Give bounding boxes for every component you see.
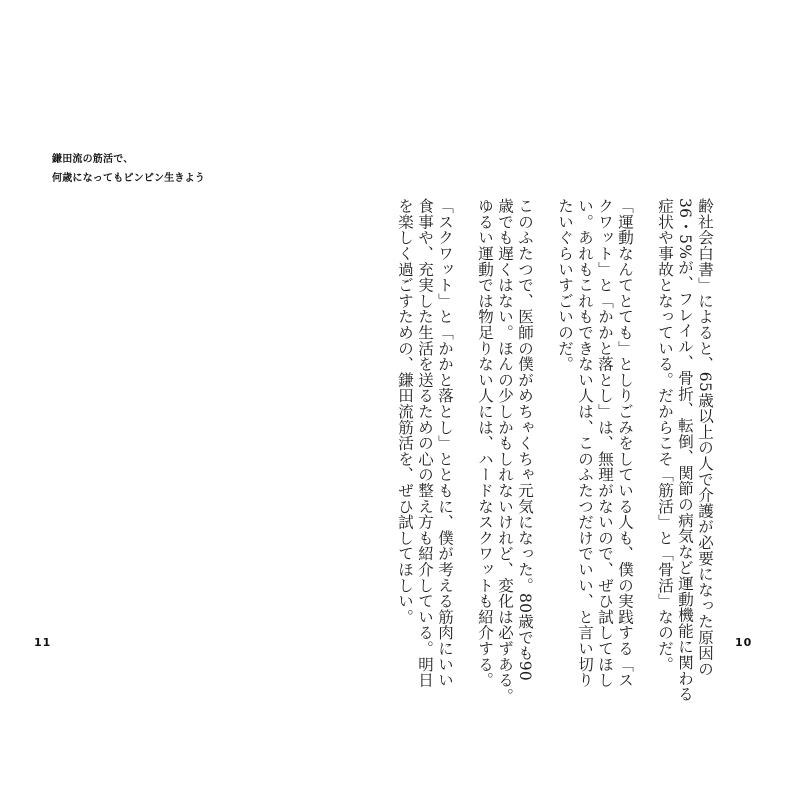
text-column: い。あれもこれもできない人は、このふたつだけでいい、と言い切り — [576, 198, 594, 688]
running-head-line-1: 鎌田流の筋活で、 — [52, 154, 134, 165]
text-column: 「運動なんてとても」としりごみをしている人も、僕の実践する「ス — [616, 198, 634, 688]
text-column: ゆるい運動では物足りない人には、ハードなスクワットも紹介する。 — [476, 198, 494, 688]
text-column: 36・5%が、フレイル、骨折、転倒、関節の病気など運動機能に関わる — [676, 198, 694, 702]
text-column: 「スクワット」と「かかと落とし」とともに、僕が考える筋肉にいい — [436, 198, 454, 688]
vertical-body-text — [395, 198, 715, 704]
text-column: を楽しく過ごすための、鎌田流筋活を、ぜひ試してほしい。 — [396, 198, 414, 625]
page-number-left: 11 — [34, 636, 52, 649]
paragraph-gap — [535, 198, 555, 618]
paragraph-gap — [455, 198, 475, 618]
text-column: クワット」と「かかと落とし」は、無理がないので、ぜひ試してほし — [596, 198, 614, 688]
running-head-line-2: 何歳になってもピンピン生きよう — [52, 173, 205, 184]
text-column: 症状や事故となっている。だからこそ「筋活」と「骨活」なのだ。 — [656, 198, 674, 672]
text-column: このふたつで、医師の僕がめちゃくちゃ元気になった。80歳でも90 — [516, 198, 534, 682]
text-column: 食事や、充実した生活を送るための心の整え方も紹介している。明日 — [416, 198, 434, 688]
page-number-right: 10 — [735, 636, 753, 649]
text-column: たいぐらいすごいのだ。 — [556, 198, 574, 372]
running-head — [52, 150, 205, 188]
paragraph-gap — [635, 198, 655, 618]
text-column: 齢社会白書」によると、65歳以上の人で介護が必要になった原因の — [696, 198, 714, 677]
text-column: 歳でも遅くはない。ほんの少しかもしれないけれど、変化は必ずある。 — [496, 198, 514, 704]
